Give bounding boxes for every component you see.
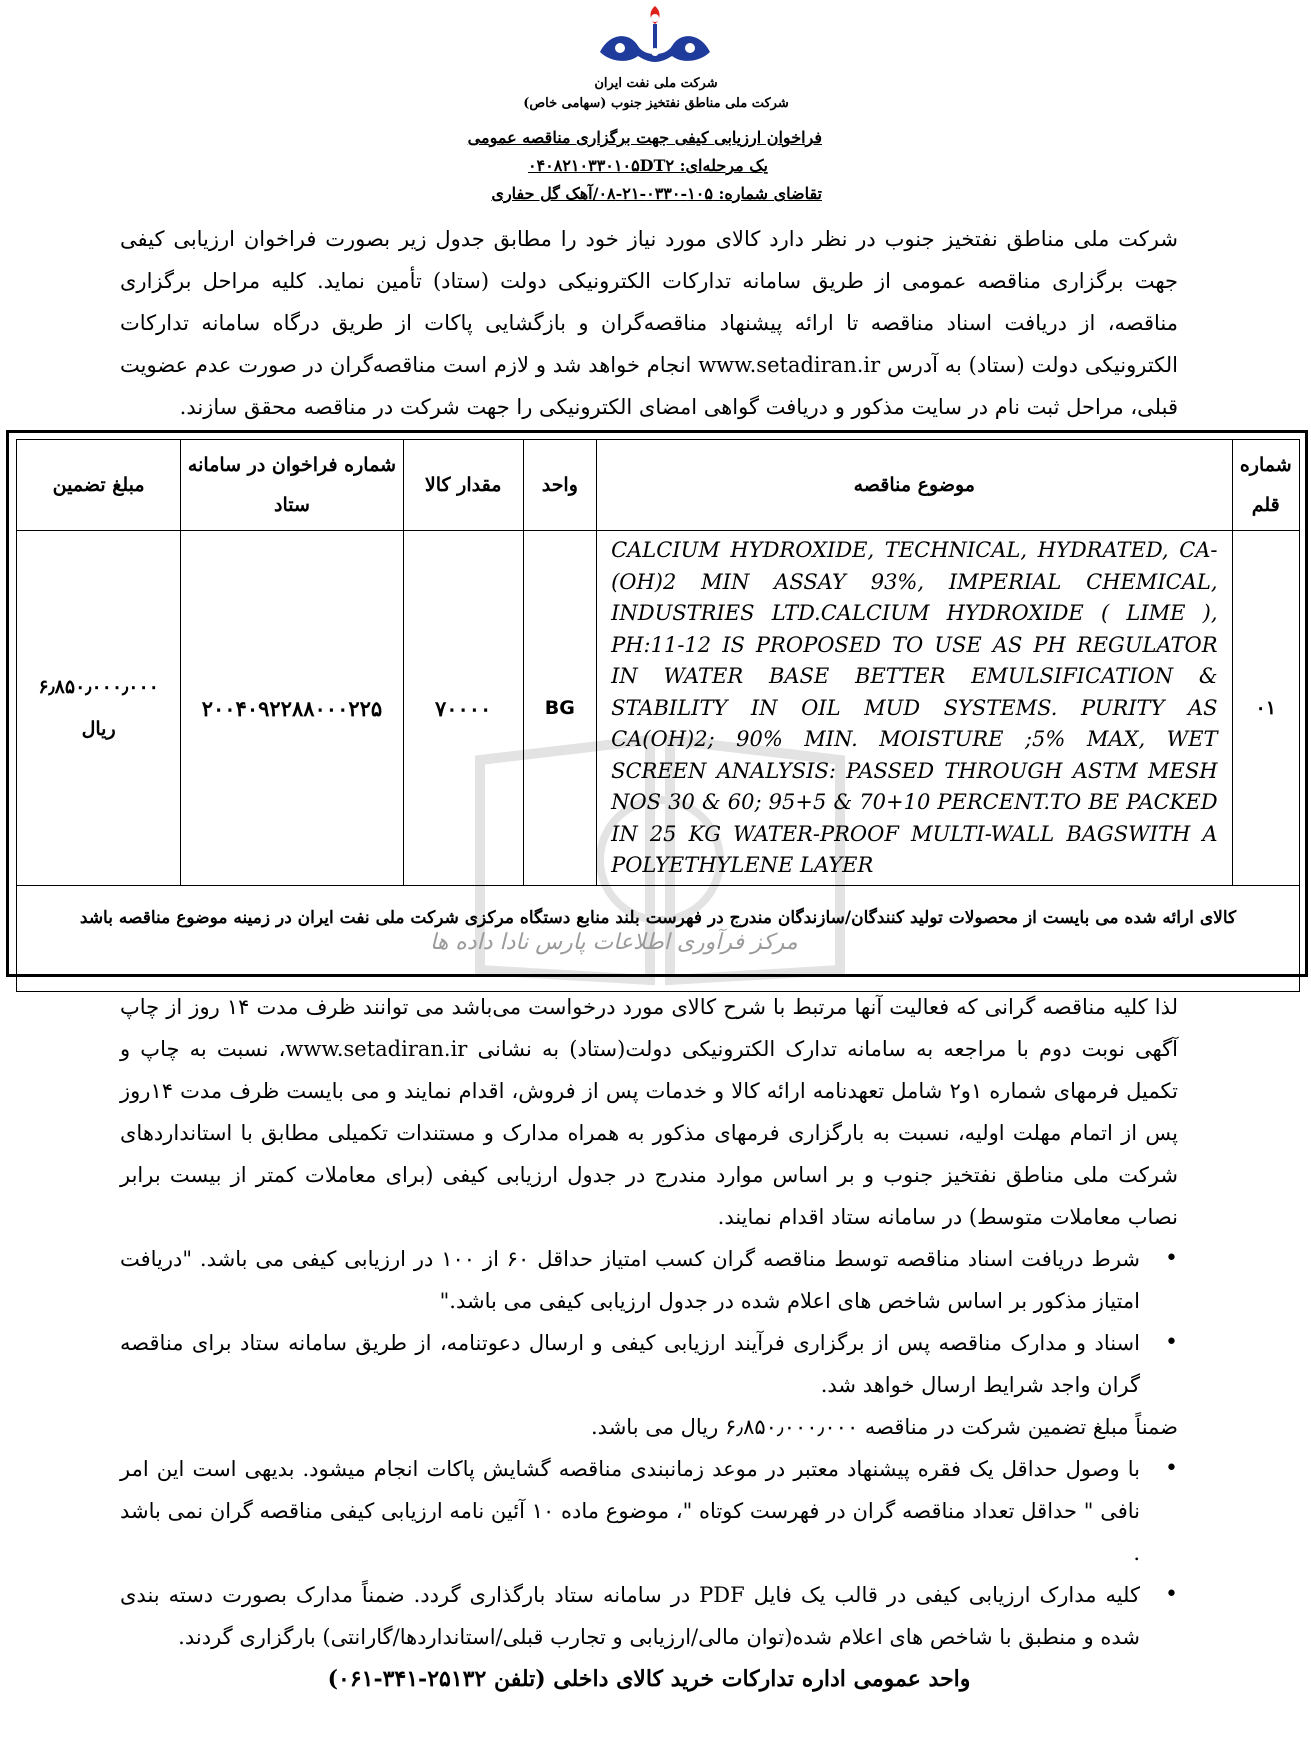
footer-contact: واحد عمومی اداره تدارکات خرید کالای داخلی (تلفن ۲۵۱۳۲-۳۴۱-۰۶۱) — [327, 1666, 971, 1692]
bullet-item: • شرط دریافت اسناد مناقصه توسط مناقصه گران کسب امتیاز حداقل ۶۰ از ۱۰۰ در ارزیابی کیفی می باشد. "دریافت امتیاز مذکور بر اساس شاخص های اعلام شده در جدول ارزیابی کیفی می باشد." — [120, 1238, 1178, 1322]
company-name-line2: شرکت ملی مناطق نفتخیز جنوب (سهامی خاص) — [523, 96, 789, 111]
guarantee-amount: ۶٫۸۵۰٫۰۰۰٫۰۰۰ — [38, 676, 159, 698]
after-table-paragraph: لذا کلیه مناقصه گرانی که فعالیت آنها مرتبط با شرح کالای مورد درخواست می‌باشد می توانند ظرف مدت ۱۴ روز از چاپ آگهی نوبت دوم با مراجعه به سامانه تدارک الکترونیکی دولت(ستاد) به نشانی www.setadiran.ir، نسبت به چاپ و تکمیل فرمهای شماره ۱و۲ شامل تعهدنامه ارائه کالا و خدمات پس از فروش، اقدام نمایند و می بایست ظرف مدت ۱۴روز پس از اتمام مهلت اولیه، نسبت به بارگزاری فرمهای مذکور به همراه مدارک و مستندات تکمیلی مطابق با استانداردهای شرکت ملی مناطق نفتخیز جنوب و بر اساس موارد مندرج در جدول ارزیابی کیفی (برای معاملات کمتر از بیست برابر نصاب معاملات متوسط) در سامانه ستاد اقدام نمایند. — [120, 995, 1179, 1229]
col-header-item-no: شماره قلم — [1232, 440, 1299, 531]
watermark-text: مرکز فرآوری اطلاعات پارس نادا داده ها — [430, 930, 798, 955]
cell-item-no: ۰۱ — [1232, 531, 1299, 886]
col-header-quantity: مقدار کالا — [403, 440, 523, 531]
request-number: تقاضای شماره: ۱۰۵-۰۳۳۰-۲۱-۰۸/آهک گل حفاری — [491, 184, 822, 203]
tender-table — [16, 439, 1300, 992]
bullet-item: • کلیه مدارک ارزیابی کیفی در قالب یک فایل PDF در سامانه ستاد بارگذاری گردد. ضمناً مدارک بصورت دسته بندی شده و منطبق با شاخص های اعلام شده(توان مالی/ارزیابی و تجارب قبلی/استانداردها/گارانتی) بارگزاری گردند. — [120, 1574, 1178, 1658]
cell-unit: BG — [523, 531, 597, 886]
notice-title: فراخوان ارزیابی کیفی جهت برگزاری مناقصه عمومی — [467, 128, 822, 147]
cell-subject: CALCIUM HYDROXIDE, TECHNICAL, HYDRATED, CA-(OH)2 MIN ASSAY 93%, IMPERIAL CHEMICAL, INDUSTRIES LTD.CALCIUM HYDROXIDE ( LIME ), PH:11-12 IS PROPOSED TO USE AS PH REGULATOR IN WATER BASE BETTER EMULSIFICATION & STABILITY IN OIL MUD SYSTEMS. PURITY AS CA(OH)2; 90% MIN. MOISTURE ;5% MAX, WET SCREEN ANALYSIS: PASSED THROUGH ASTM MESH NOS 30 & 60; 95+5 & 70+10 PERCENT.TO BE PACKED IN 25 KG WATER-PROOF MULTI-WALL BAGSWITH A POLYETHYLENE LAYER — [597, 531, 1232, 886]
stage-number: یک مرحله‌ای: ۰۴۰۸۲۱۰۳۳۰۱۰۵DT۲ — [527, 156, 768, 175]
cell-call-no: ۲۰۰۴۰۹۲۲۸۸۰۰۰۲۲۵ — [181, 531, 404, 886]
table-note: کالای ارائه شده می بایست از محصولات تولید کنندگان/سازندگان مندرج در فهرست بلند منابع دستگاه مرکزی شرکت ملی نفت ایران در زمینه موضوع مناقصه باشد — [17, 886, 1300, 992]
bullet-item: • اسناد و مدارک مناقصه پس از برگزاری فرآیند ارزیابی کیفی و ارسال دعوتنامه، از طریق سامانه ستاد برای مناقصه گران واجد شرایط ارسال خواهد شد. — [120, 1322, 1178, 1406]
col-header-guarantee: مبلغ تضمین — [17, 440, 181, 531]
cell-guarantee — [17, 531, 181, 886]
intro-paragraph: شرکت ملی مناطق نفتخیز جنوب در نظر دارد کالای مورد نیاز خود را مطابق جدول زیر بصورت فراخوان ارزیابی کیفی جهت برگزاری مناقصه عمومی از طریق سامانه تدارکات الکترونیکی دولت (ستاد) تأمین نماید. کلیه مراحل برگزاری مناقصه، از دریافت اسناد مناقصه تا ارائه پیشنهاد مناقصه‌گران و بازگشایی پاکات از طریق درگاه سامانه تدارکات الکترونیکی دولت (ستاد) به آدرس www.setadiran.ir انجام خواهد شد و لازم است مناقصه‌گران در صورت عدم عضویت قبلی، مراحل ثبت نام در سایت مذکور و دریافت گواهی امضای الکترونیکی را جهت شرکت در مناقصه محقق سازند. — [120, 227, 1178, 419]
table-header-row — [17, 440, 1300, 531]
cell-quantity: ۷۰۰۰۰ — [403, 531, 523, 886]
guarantee-currency: ریال — [81, 718, 116, 740]
table-row — [17, 531, 1300, 886]
table-note-row — [17, 886, 1300, 992]
col-header-unit: واحد — [523, 440, 597, 531]
col-header-call-no: شماره فراخوان در سامانه ستاد — [181, 440, 404, 531]
bullet-item: • با وصول حداقل یک فقره پیشنهاد معتبر در موعد زمانبندی مناقصه گشایش پاکات انجام میشود. بدیهی است این امر نافی " حداقل تعداد مناقصه گران در فهرست کوتاه "، موضوع ماده ۱۰ آئین نامه ارزیابی کیفی مناقصه گران نمی باشد . — [120, 1448, 1178, 1574]
guarantee-line: ضمناً مبلغ تضمین شرکت در مناقصه ۶٫۸۵۰٫۰۰۰٫۰۰۰ ریال می باشد. — [591, 1415, 1178, 1439]
col-header-subject: موضوع مناقصه — [597, 440, 1232, 531]
nioc-logo-icon — [590, 2, 720, 72]
company-name-line1: شرکت ملی نفت ایران — [594, 76, 718, 91]
tender-table-frame — [6, 430, 1308, 977]
bullet-section — [120, 1238, 1178, 1658]
